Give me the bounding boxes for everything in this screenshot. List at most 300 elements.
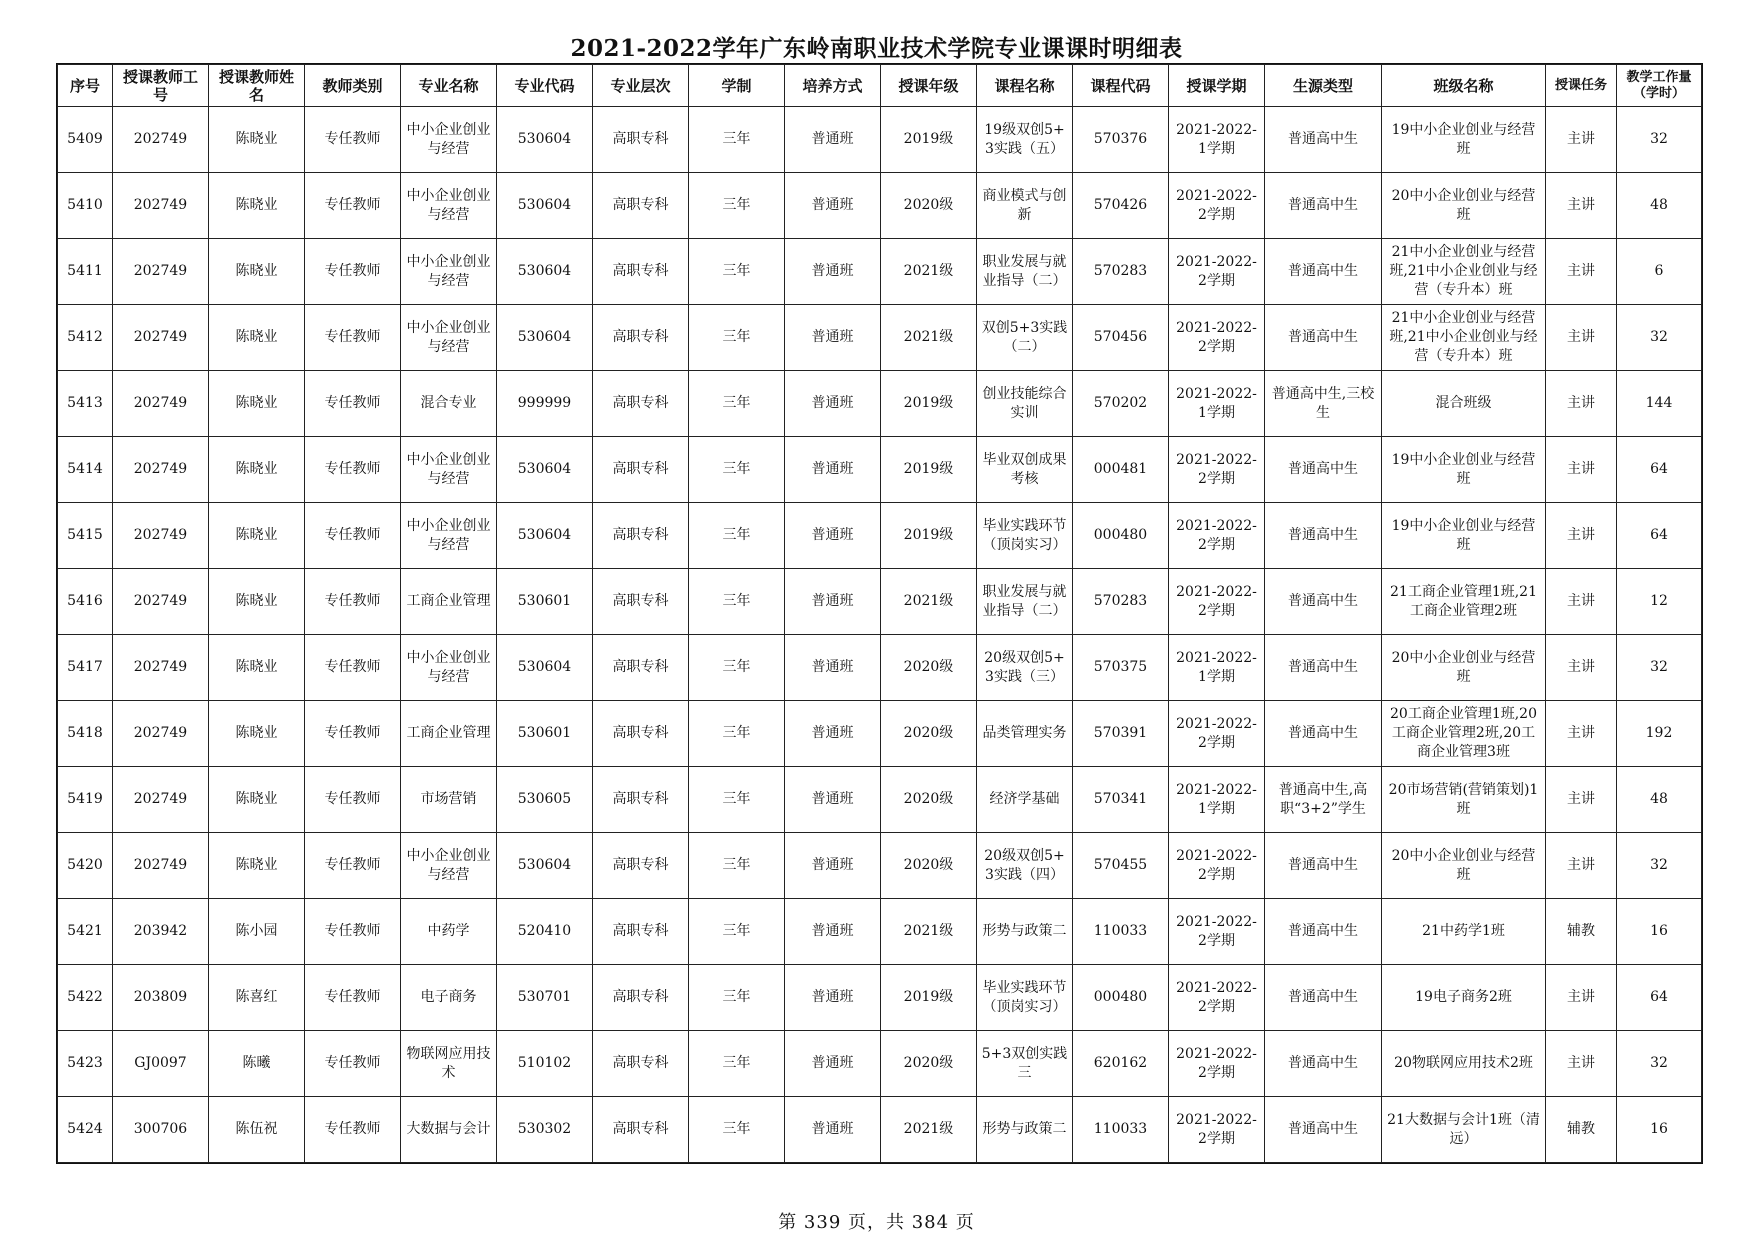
table-cell: 2021级: [881, 305, 977, 371]
table-cell: 创业技能综合实训: [977, 371, 1073, 437]
table-cell: 5414: [58, 437, 113, 503]
table-row: [58, 635, 1702, 701]
table-cell: 20工商企业管理1班,20工商企业管理2班,20工商企业管理3班: [1382, 701, 1546, 767]
table-row: [58, 305, 1702, 371]
table-cell: 专任教师: [305, 371, 401, 437]
table-cell: 陈晓业: [209, 569, 305, 635]
column-header: 班级名称: [1382, 65, 1546, 107]
table-cell: 202749: [113, 635, 209, 701]
table-cell: 570375: [1073, 635, 1169, 701]
table-cell: 形势与政策二: [977, 1097, 1073, 1163]
table-cell: 2019级: [881, 965, 977, 1031]
table-cell: 中小企业创业与经营: [401, 239, 497, 305]
table-cell: 中小企业创业与经营: [401, 833, 497, 899]
table-cell: 5416: [58, 569, 113, 635]
table-cell: 20级双创5+3实践（四）: [977, 833, 1073, 899]
table-cell: 高职专科: [593, 899, 689, 965]
column-header: 专业层次: [593, 65, 689, 107]
table-row: [58, 899, 1702, 965]
table-cell: 202749: [113, 569, 209, 635]
table-cell: 三年: [689, 1097, 785, 1163]
table-cell: 2019级: [881, 371, 977, 437]
table-cell: 中小企业创业与经营: [401, 173, 497, 239]
table-cell: 混合班级: [1382, 371, 1546, 437]
table-cell: 主讲: [1546, 239, 1617, 305]
table-cell: 中药学: [401, 899, 497, 965]
page-number: 第 339 页，共 384 页: [778, 1212, 975, 1233]
table-cell: 陈晓业: [209, 173, 305, 239]
table-cell: 20级双创5+3实践（三）: [977, 635, 1073, 701]
table-cell: 64: [1617, 437, 1702, 503]
table-cell: 陈晓业: [209, 635, 305, 701]
table-cell: 000481: [1073, 437, 1169, 503]
table-row: [58, 107, 1702, 173]
table-cell: 202749: [113, 437, 209, 503]
table-row: [58, 1097, 1702, 1163]
table-cell: 2020级: [881, 833, 977, 899]
table-cell: 专任教师: [305, 767, 401, 833]
table-cell: 2021-2022-2学期: [1169, 1031, 1265, 1097]
table-row: [58, 239, 1702, 305]
table-cell: 专任教师: [305, 173, 401, 239]
table-cell: 5424: [58, 1097, 113, 1163]
table-row: [58, 371, 1702, 437]
table-cell: 620162: [1073, 1031, 1169, 1097]
table-cell: 20中小企业创业与经营班: [1382, 173, 1546, 239]
table-cell: 高职专科: [593, 833, 689, 899]
table-cell: 陈喜红: [209, 965, 305, 1031]
table-cell: 530601: [497, 701, 593, 767]
table-cell: 陈伍祝: [209, 1097, 305, 1163]
table-cell: 三年: [689, 173, 785, 239]
table-cell: 主讲: [1546, 1031, 1617, 1097]
table-cell: 202749: [113, 305, 209, 371]
table-cell: 570341: [1073, 767, 1169, 833]
table-cell: 陈晓业: [209, 239, 305, 305]
table-cell: 普通班: [785, 107, 881, 173]
table-cell: 12: [1617, 569, 1702, 635]
table-cell: 普通班: [785, 569, 881, 635]
table-cell: 高职专科: [593, 965, 689, 1031]
table-cell: 20物联网应用技术2班: [1382, 1031, 1546, 1097]
table-cell: 2021-2022-2学期: [1169, 899, 1265, 965]
table-cell: 32: [1617, 107, 1702, 173]
table-cell: 16: [1617, 899, 1702, 965]
table-cell: 三年: [689, 767, 785, 833]
column-header: 专业名称: [401, 65, 497, 107]
table-cell: 530604: [497, 635, 593, 701]
table-cell: 192: [1617, 701, 1702, 767]
table-body: [58, 107, 1702, 1163]
table-cell: 三年: [689, 569, 785, 635]
table-cell: 三年: [689, 1031, 785, 1097]
table-cell: 2021-2022-1学期: [1169, 107, 1265, 173]
table-cell: 职业发展与就业指导（二）: [977, 239, 1073, 305]
table-cell: 毕业双创成果考核: [977, 437, 1073, 503]
table-cell: 2021级: [881, 239, 977, 305]
table-cell: 普通高中生: [1265, 899, 1382, 965]
table-cell: 2021-2022-2学期: [1169, 305, 1265, 371]
table-cell: 普通高中生: [1265, 833, 1382, 899]
table-cell: 2019级: [881, 437, 977, 503]
table-cell: 2019级: [881, 503, 977, 569]
table-cell: 三年: [689, 503, 785, 569]
table-cell: 2021级: [881, 1097, 977, 1163]
table-cell: 19电子商务2班: [1382, 965, 1546, 1031]
table-cell: 000480: [1073, 503, 1169, 569]
table-cell: 高职专科: [593, 635, 689, 701]
table-cell: 32: [1617, 305, 1702, 371]
table-cell: 2021-2022-2学期: [1169, 239, 1265, 305]
column-header: 学制: [689, 65, 785, 107]
table-cell: 202749: [113, 173, 209, 239]
table-cell: 144: [1617, 371, 1702, 437]
table-cell: 530604: [497, 833, 593, 899]
table-cell: 570283: [1073, 569, 1169, 635]
table-cell: 专任教师: [305, 569, 401, 635]
table-cell: 专任教师: [305, 965, 401, 1031]
table-cell: 辅教: [1546, 899, 1617, 965]
table-cell: 主讲: [1546, 503, 1617, 569]
table-cell: 20中小企业创业与经营班: [1382, 635, 1546, 701]
table-cell: 2021-2022-2学期: [1169, 437, 1265, 503]
table-cell: 主讲: [1546, 569, 1617, 635]
table-cell: 高职专科: [593, 701, 689, 767]
table-cell: 110033: [1073, 1097, 1169, 1163]
table-cell: 5420: [58, 833, 113, 899]
column-header: 课程代码: [1073, 65, 1169, 107]
column-header: 培养方式: [785, 65, 881, 107]
table-cell: 普通高中生: [1265, 239, 1382, 305]
table-cell: 三年: [689, 899, 785, 965]
table-cell: 普通高中生,高职“3+2”学生: [1265, 767, 1382, 833]
table-cell: 中小企业创业与经营: [401, 437, 497, 503]
table-cell: 570391: [1073, 701, 1169, 767]
table-cell: 普通高中生: [1265, 1031, 1382, 1097]
table-cell: 主讲: [1546, 305, 1617, 371]
table-cell: 5418: [58, 701, 113, 767]
table-cell: 陈晓业: [209, 767, 305, 833]
table-cell: 高职专科: [593, 437, 689, 503]
table-cell: 三年: [689, 437, 785, 503]
table-cell: 999999: [497, 371, 593, 437]
table-cell: 主讲: [1546, 767, 1617, 833]
table-cell: GJ0097: [113, 1031, 209, 1097]
table-cell: 32: [1617, 1031, 1702, 1097]
column-header: 专业代码: [497, 65, 593, 107]
table-cell: 普通高中生: [1265, 503, 1382, 569]
table-cell: 三年: [689, 107, 785, 173]
table-cell: 2021-2022-1学期: [1169, 767, 1265, 833]
table-cell: 大数据与会计: [401, 1097, 497, 1163]
table-cell: 20市场营销(营销策划)1班: [1382, 767, 1546, 833]
table-cell: 570456: [1073, 305, 1169, 371]
table-cell: 570202: [1073, 371, 1169, 437]
table-cell: 530604: [497, 437, 593, 503]
table-cell: 普通班: [785, 503, 881, 569]
table-cell: 专任教师: [305, 107, 401, 173]
table-cell: 530601: [497, 569, 593, 635]
table-cell: 48: [1617, 767, 1702, 833]
table-cell: 陈晓业: [209, 107, 305, 173]
table-cell: 2020级: [881, 767, 977, 833]
table-cell: 主讲: [1546, 635, 1617, 701]
table-cell: 双创5+3实践（二）: [977, 305, 1073, 371]
table-cell: 2020级: [881, 173, 977, 239]
table-cell: 530604: [497, 503, 593, 569]
table-cell: 陈晓业: [209, 371, 305, 437]
table-cell: 530604: [497, 239, 593, 305]
table-cell: 高职专科: [593, 569, 689, 635]
table-cell: 普通高中生,三校生: [1265, 371, 1382, 437]
table-cell: 普通高中生: [1265, 173, 1382, 239]
table-cell: 530302: [497, 1097, 593, 1163]
table-cell: 530604: [497, 305, 593, 371]
table-cell: 19中小企业创业与经营班: [1382, 503, 1546, 569]
table-cell: 物联网应用技术: [401, 1031, 497, 1097]
column-header: 教学工作量（学时）: [1617, 65, 1702, 107]
table-cell: 专任教师: [305, 701, 401, 767]
table-cell: 普通班: [785, 899, 881, 965]
table-cell: 5415: [58, 503, 113, 569]
table-cell: 6: [1617, 239, 1702, 305]
table-cell: 5412: [58, 305, 113, 371]
table-cell: 高职专科: [593, 239, 689, 305]
table-cell: 202749: [113, 701, 209, 767]
table-cell: 三年: [689, 965, 785, 1031]
table-cell: 中小企业创业与经营: [401, 635, 497, 701]
table-cell: 三年: [689, 701, 785, 767]
table-cell: 普通班: [785, 173, 881, 239]
table-cell: 主讲: [1546, 371, 1617, 437]
table-cell: 110033: [1073, 899, 1169, 965]
table-row: [58, 701, 1702, 767]
table-cell: 普通班: [785, 965, 881, 1031]
table-cell: 64: [1617, 503, 1702, 569]
table-row: [58, 173, 1702, 239]
column-header: 授课教师姓名: [209, 65, 305, 107]
table-cell: 2021级: [881, 569, 977, 635]
table-header-row: [58, 65, 1702, 107]
table-row: [58, 569, 1702, 635]
table-cell: 19中小企业创业与经营班: [1382, 107, 1546, 173]
table-cell: 5423: [58, 1031, 113, 1097]
table-cell: 48: [1617, 173, 1702, 239]
table-cell: 530604: [497, 107, 593, 173]
table-cell: 三年: [689, 305, 785, 371]
table-cell: 陈小园: [209, 899, 305, 965]
table-cell: 202749: [113, 371, 209, 437]
table-cell: 陈晓业: [209, 701, 305, 767]
table-cell: 21工商企业管理1班,21工商企业管理2班: [1382, 569, 1546, 635]
table-cell: 电子商务: [401, 965, 497, 1031]
table-cell: 经济学基础: [977, 767, 1073, 833]
table-cell: 2021-2022-2学期: [1169, 569, 1265, 635]
table-cell: 陈晓业: [209, 305, 305, 371]
table-cell: 5410: [58, 173, 113, 239]
table-cell: 三年: [689, 635, 785, 701]
table-row: [58, 965, 1702, 1031]
table-cell: 2021-2022-2学期: [1169, 173, 1265, 239]
table-cell: 市场营销: [401, 767, 497, 833]
table-cell: 普通班: [785, 1097, 881, 1163]
table-cell: 中小企业创业与经营: [401, 107, 497, 173]
table-cell: 普通班: [785, 305, 881, 371]
table-cell: 形势与政策二: [977, 899, 1073, 965]
column-header: 教师类别: [305, 65, 401, 107]
table-cell: 毕业实践环节（顶岗实习）: [977, 965, 1073, 1031]
table-cell: 普通班: [785, 635, 881, 701]
table-cell: 32: [1617, 635, 1702, 701]
table-cell: 203942: [113, 899, 209, 965]
table-cell: 202749: [113, 833, 209, 899]
table-cell: 19级双创5+3实践（五）: [977, 107, 1073, 173]
table-cell: 工商企业管理: [401, 569, 497, 635]
table-cell: 202749: [113, 107, 209, 173]
table-cell: 主讲: [1546, 107, 1617, 173]
table-cell: 2021-2022-2学期: [1169, 503, 1265, 569]
table-cell: 普通班: [785, 833, 881, 899]
table-cell: 2021-2022-2学期: [1169, 701, 1265, 767]
table-row: [58, 767, 1702, 833]
table-cell: 陈曦: [209, 1031, 305, 1097]
table-cell: 5413: [58, 371, 113, 437]
table-cell: 高职专科: [593, 173, 689, 239]
table-cell: 2021级: [881, 899, 977, 965]
column-header: 授课学期: [1169, 65, 1265, 107]
table-cell: 21中小企业创业与经营班,21中小企业创业与经营（专升本）班: [1382, 305, 1546, 371]
table-cell: 570376: [1073, 107, 1169, 173]
table-cell: 陈晓业: [209, 833, 305, 899]
table-cell: 510102: [497, 1031, 593, 1097]
table-cell: 毕业实践环节（顶岗实习）: [977, 503, 1073, 569]
column-header: 授课年级: [881, 65, 977, 107]
table-cell: 5421: [58, 899, 113, 965]
table-cell: 203809: [113, 965, 209, 1031]
table-cell: 5409: [58, 107, 113, 173]
table-cell: 专任教师: [305, 239, 401, 305]
table-cell: 混合专业: [401, 371, 497, 437]
table-cell: 专任教师: [305, 437, 401, 503]
table-cell: 高职专科: [593, 1031, 689, 1097]
table-cell: 2020级: [881, 1031, 977, 1097]
table-cell: 普通班: [785, 701, 881, 767]
table-cell: 普通高中生: [1265, 437, 1382, 503]
table-row: [58, 833, 1702, 899]
table-cell: 64: [1617, 965, 1702, 1031]
table-cell: 高职专科: [593, 1097, 689, 1163]
table-cell: 530604: [497, 173, 593, 239]
table-cell: 辅教: [1546, 1097, 1617, 1163]
table-cell: 530701: [497, 965, 593, 1031]
table-row: [58, 437, 1702, 503]
table-cell: 570283: [1073, 239, 1169, 305]
table-cell: 高职专科: [593, 503, 689, 569]
table-cell: 专任教师: [305, 833, 401, 899]
table-cell: 普通班: [785, 1031, 881, 1097]
table-row: [58, 1031, 1702, 1097]
table-cell: 高职专科: [593, 305, 689, 371]
table-cell: 专任教师: [305, 1097, 401, 1163]
table-cell: 普通高中生: [1265, 965, 1382, 1031]
table-cell: 5417: [58, 635, 113, 701]
table-cell: 主讲: [1546, 965, 1617, 1031]
table-cell: 2021-2022-2学期: [1169, 1097, 1265, 1163]
table-cell: 品类管理实务: [977, 701, 1073, 767]
table-cell: 专任教师: [305, 305, 401, 371]
table-cell: 530605: [497, 767, 593, 833]
table-cell: 中小企业创业与经营: [401, 503, 497, 569]
course-hours-table: [57, 64, 1702, 1163]
table-cell: 570426: [1073, 173, 1169, 239]
table-cell: 21大数据与会计1班（清远）: [1382, 1097, 1546, 1163]
table-cell: 21中药学1班: [1382, 899, 1546, 965]
table-cell: 2021-2022-1学期: [1169, 371, 1265, 437]
document-title: 2021-2022学年广东岭南职业技术学院专业课课时明细表: [570, 35, 1183, 62]
table-cell: 202749: [113, 239, 209, 305]
table-cell: 20中小企业创业与经营班: [1382, 833, 1546, 899]
table-cell: 主讲: [1546, 437, 1617, 503]
column-header: 授课任务: [1546, 65, 1617, 107]
table-cell: 高职专科: [593, 107, 689, 173]
table-cell: 普通高中生: [1265, 635, 1382, 701]
table-cell: 高职专科: [593, 371, 689, 437]
table-cell: 000480: [1073, 965, 1169, 1031]
column-header: 课程名称: [977, 65, 1073, 107]
table-cell: 主讲: [1546, 701, 1617, 767]
table-cell: 高职专科: [593, 767, 689, 833]
table-cell: 中小企业创业与经营: [401, 305, 497, 371]
table-cell: 普通班: [785, 371, 881, 437]
table-cell: 普通班: [785, 437, 881, 503]
table-cell: 2021-2022-1学期: [1169, 635, 1265, 701]
column-header: 序号: [58, 65, 113, 107]
table-cell: 520410: [497, 899, 593, 965]
table-cell: 主讲: [1546, 173, 1617, 239]
table-cell: 普通高中生: [1265, 1097, 1382, 1163]
table-cell: 普通高中生: [1265, 305, 1382, 371]
table-cell: 专任教师: [305, 635, 401, 701]
table-cell: 19中小企业创业与经营班: [1382, 437, 1546, 503]
table-cell: 专任教师: [305, 1031, 401, 1097]
table-cell: 专任教师: [305, 503, 401, 569]
table-cell: 5422: [58, 965, 113, 1031]
table-cell: 普通班: [785, 767, 881, 833]
table-cell: 普通高中生: [1265, 701, 1382, 767]
table-cell: 570455: [1073, 833, 1169, 899]
table-cell: 工商企业管理: [401, 701, 497, 767]
table-cell: 202749: [113, 767, 209, 833]
table-cell: 普通班: [785, 239, 881, 305]
table-cell: 2021-2022-2学期: [1169, 965, 1265, 1031]
table-cell: 陈晓业: [209, 503, 305, 569]
column-header: 生源类型: [1265, 65, 1382, 107]
table-cell: 5411: [58, 239, 113, 305]
table-cell: 2021-2022-2学期: [1169, 833, 1265, 899]
table-cell: 商业模式与创新: [977, 173, 1073, 239]
table-cell: 三年: [689, 833, 785, 899]
table-cell: 5+3双创实践三: [977, 1031, 1073, 1097]
table-cell: 2020级: [881, 701, 977, 767]
table-cell: 5419: [58, 767, 113, 833]
table-cell: 2020级: [881, 635, 977, 701]
table-cell: 三年: [689, 239, 785, 305]
table-cell: 202749: [113, 503, 209, 569]
table-cell: 普通高中生: [1265, 569, 1382, 635]
table-cell: 专任教师: [305, 899, 401, 965]
table-row: [58, 503, 1702, 569]
table-cell: 三年: [689, 371, 785, 437]
